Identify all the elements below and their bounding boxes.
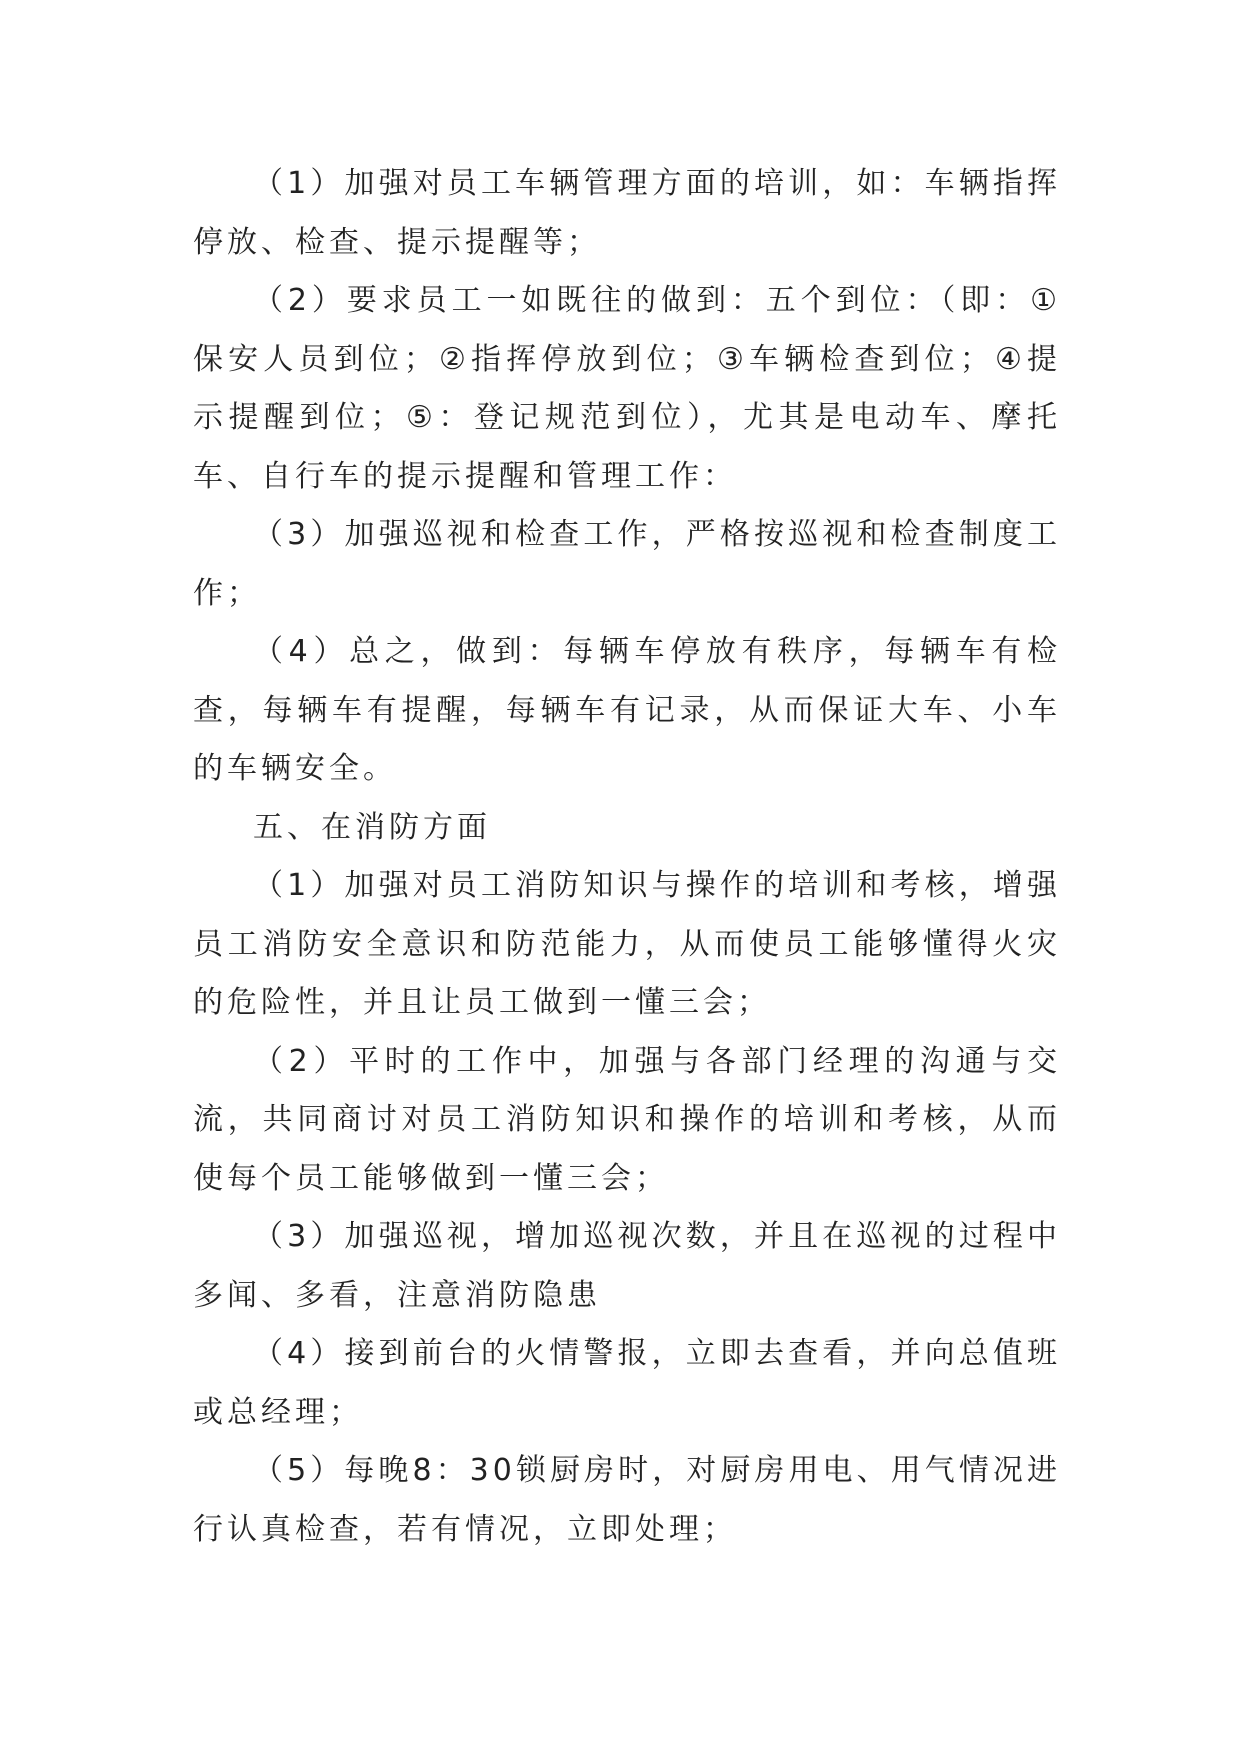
paragraph-kitchen-check: （5）每晚8：30锁厨房时，对厨房用电、用气情况进行认真检查，若有情况，立即处理； bbox=[193, 1453, 1061, 1547]
paragraph-fire-patrol: （3）加强巡视，增加巡视次数，并且在巡视的过程中多闻、多看，注意消防隐患 bbox=[193, 1219, 1061, 1313]
section-heading-fire-safety: 五、在消防方面 bbox=[253, 809, 491, 845]
document-body bbox=[193, 155, 1061, 1559]
paragraph-vehicle-training: （1）加强对员工车辆管理方面的培训，如：车辆指挥停放、检查、提示提醒等； bbox=[193, 166, 1061, 260]
paragraph-fire-alarm-response: （4）接到前台的火情警报，立即去查看，并向总值班或总经理； bbox=[193, 1336, 1061, 1430]
paragraph-five-in-place: （2）要求员工一如既往的做到：五个到位：（即：①保安人员到位；②指挥停放到位；③车辆检查到位；④提示提醒到位；⑤：登记规范到位），尤其是电动车、摩托车、自行车的提示提醒和管理工作： bbox=[193, 283, 1061, 494]
paragraph-department-communication: （2）平时的工作中，加强与各部门经理的沟通与交流，共同商讨对员工消防知识和操作的培训和考核，从而使每个员工能够做到一懂三会； bbox=[193, 1043, 1061, 1196]
paragraph-patrol-inspection: （3）加强巡视和检查工作，严格按巡视和检查制度工作； bbox=[193, 517, 1061, 611]
paragraph-fire-training: （1）加强对员工消防知识与操作的培训和考核，增强员工消防安全意识和防范能力，从而使员工能够懂得火灾的危险性，并且让员工做到一懂三会； bbox=[193, 868, 1061, 1020]
paragraph-vehicle-safety-summary: （4）总之，做到：每辆车停放有秩序，每辆车有检查，每辆车有提醒，每辆车有记录，从而保证大车、小车的车辆安全。 bbox=[193, 634, 1061, 786]
